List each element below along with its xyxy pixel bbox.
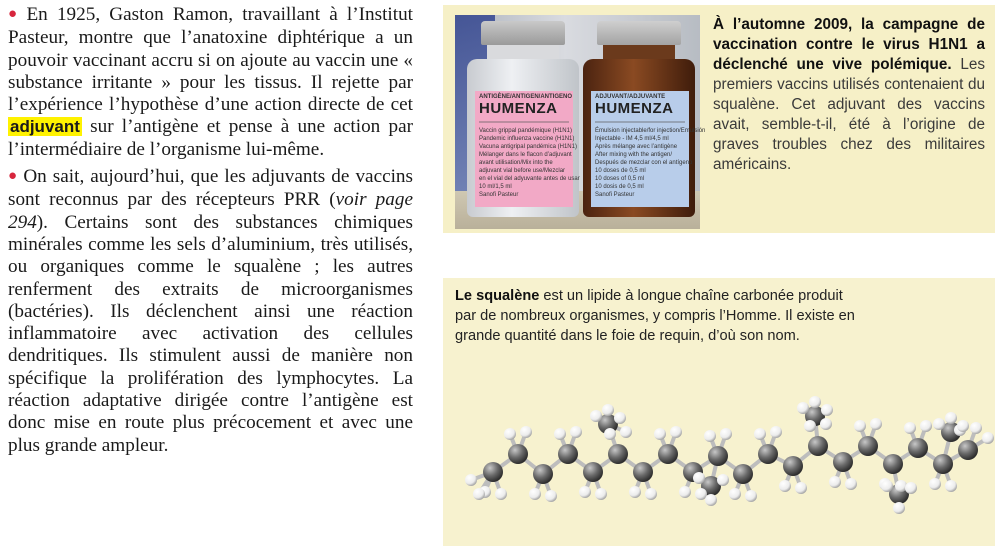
carbon-atom [783, 456, 803, 476]
paragraph-adjuvants-text: On sait, aujourd’hui, que les adjuvants de vaccins sont reconnus par des récepteurs PRR ( [8, 166, 413, 211]
vial-brand: HUMENZA [595, 100, 674, 117]
carbon-atom [833, 452, 853, 472]
hydrogen-atom [654, 428, 666, 440]
hydrogen-atom [520, 426, 532, 438]
hydrogen-atom [717, 474, 729, 486]
hydrogen-atom [809, 396, 821, 408]
hydrogen-atom [829, 476, 841, 488]
hydrogen-atom [904, 422, 916, 434]
hydrogen-atom [693, 472, 705, 484]
vial-label-line: 10 ml/1,5 ml [479, 184, 512, 190]
hydrogen-atom [845, 478, 857, 490]
h1n1-panel [443, 5, 995, 233]
bullet-icon: ● [8, 6, 22, 22]
squalene-caption [455, 286, 865, 346]
hydrogen-atom [670, 426, 682, 438]
carbon-atom [958, 440, 978, 460]
hydrogen-atom [929, 478, 941, 490]
vial-label-line: Mélanger dans le flacon d’adjuvant [479, 152, 572, 158]
vial-label-line: avant utilisation/Mix into the [479, 160, 553, 166]
page-reference-link[interactable]: voir page 294 [8, 189, 413, 233]
hydrogen-atom [820, 418, 832, 430]
hydrogen-atom [695, 488, 707, 500]
squalene-caption-lead: Le squalène [455, 288, 540, 304]
h1n1-caption-lead: À l’automne 2009, la campagne de vaccination contre le virus H1N1 a déclenché une vive polémique. [713, 16, 985, 73]
paragraph-ramon-text-end: sur l’antigène et pense à une action par l’intermédiaire de l’organisme lui-même. [8, 116, 413, 160]
hydrogen-atom [705, 494, 717, 506]
vial-label-line: Sanofi Pasteur [595, 192, 635, 198]
paragraph-ramon [8, 4, 413, 161]
carbon-atom [658, 444, 678, 464]
hydrogen-atom [797, 402, 809, 414]
hydrogen-atom [620, 426, 632, 438]
hydrogen-atom [614, 412, 626, 424]
paragraph-adjuvants [8, 166, 413, 457]
hydrogen-atom [579, 486, 591, 498]
antigen-label [475, 91, 580, 207]
carbon-atom [533, 464, 553, 484]
carbon-atom [633, 462, 653, 482]
hydrogen-atom [945, 480, 957, 492]
squalene-caption-body: est un lipide à longue chaîne carbonée produit par de nombreux organismes, y compris l’Homme. Il existe en grande quantité dans le foie de requin, d’où son nom. [455, 288, 855, 344]
hydrogen-atom [602, 404, 614, 416]
carbon-atom [483, 462, 503, 482]
hydrogen-atom [704, 430, 716, 442]
vial-label-line: Después de mezclar con el antígeno [595, 160, 693, 166]
antigen-vial [467, 21, 579, 221]
vial-label-header: ADJUVANT/ADJUVANTE [595, 94, 666, 100]
vial-label-line: 10 doses de 0,5 ml [595, 168, 646, 174]
hydrogen-atom [570, 426, 582, 438]
hydrogen-atom [945, 412, 957, 424]
vial-label-line: Sanofi Pasteur [479, 192, 519, 198]
hydrogen-atom [854, 420, 866, 432]
hydrogen-atom [604, 428, 616, 440]
hydrogen-atom [920, 420, 932, 432]
carbon-atom [883, 454, 903, 474]
hydrogen-atom [745, 490, 757, 502]
paragraph-adjuvants-text-end: ). Certains sont des substances chimiques minérales comme les sels d’aluminium, très utilisés, ou organiques comme le squalène ; les autres renferment des extraits de microorganismes (bactéries). Ils déclenchent ainsi une réaction inflammatoire avec activation des cellules dendritiques. Ils stimulent aussi de manière non spécifique la prolifération des lymphocytes. La réaction adaptative dirigée contre l’antigène est donc mise en route plus précocement et avec une plus grande ampleur. [8, 211, 413, 456]
hydrogen-atom [629, 486, 641, 498]
vial-label-line: en el vial del adyuvante antes de usar [479, 176, 580, 182]
carbon-atom [708, 446, 728, 466]
carbon-atom [733, 464, 753, 484]
vial-label-line: Vaccin grippal pandémique (H1N1) [479, 128, 572, 134]
carbon-atom [583, 462, 603, 482]
hydrogen-atom [957, 420, 969, 432]
vial-label-line: Pandemic influenza vaccine (H1N1) [479, 136, 575, 142]
hydrogen-atom [495, 488, 507, 500]
hydrogen-atom [720, 428, 732, 440]
vial-label-header: ANTIGÈNE/ANTIGEN/ANTIGENO [479, 94, 573, 100]
hydrogen-atom [893, 502, 905, 514]
label-divider [479, 121, 569, 123]
squalene-molecule-model [443, 362, 995, 546]
vial-label-line: Après mélange avec l’antigène [595, 144, 678, 150]
hydrogen-atom [645, 488, 657, 500]
vial-brand: HUMENZA [479, 100, 558, 117]
vial-label-line: After mixing with the antigen/ [595, 152, 673, 158]
highlighted-term[interactable]: adjuvant [10, 117, 80, 137]
h1n1-caption [713, 15, 985, 175]
hydrogen-atom [679, 486, 691, 498]
hydrogen-atom [504, 428, 516, 440]
vial-label-line: Injectable - IM 4,5 ml/4,5 ml [595, 136, 669, 142]
hydrogen-atom [590, 410, 602, 422]
vial-label-line: 10 doses of 0,5 ml [595, 176, 645, 182]
hydrogen-atom [595, 488, 607, 500]
carbon-atom [933, 454, 953, 474]
hydrogen-atom [982, 432, 994, 444]
vial-cap [481, 21, 565, 45]
hydrogen-atom [933, 418, 945, 430]
adjuvant-label [591, 91, 706, 207]
paragraph-ramon-text: En 1925, Gaston Ramon, travaillant à l’Institut Pasteur, montre que l’anatoxine diphtérique a un pouvoir vaccinant accru si on ajoute au vaccin une « substance irritante » pour les tissus. Il rejette par l’expérience l’hypothèse d’une action directe de cet [8, 4, 414, 116]
vial-label-line: Émulsion injectable/for injection/Emulsión [595, 128, 706, 134]
hydrogen-atom [473, 488, 485, 500]
carbon-atom [558, 444, 578, 464]
adjuvant-vial [583, 21, 706, 221]
hydrogen-atom [895, 480, 907, 492]
hydrogen-atom [804, 420, 816, 432]
hydrogen-atom [881, 480, 893, 492]
hydrogen-atom [545, 490, 557, 502]
squalene-panel [443, 278, 995, 546]
main-text-column [8, 4, 413, 457]
hydrogen-atom [870, 418, 882, 430]
carbon-atom [858, 436, 878, 456]
bullet-icon: ● [8, 168, 19, 185]
hydrogen-atom [554, 428, 566, 440]
label-divider [595, 121, 685, 123]
hydrogen-atom [970, 422, 982, 434]
hydrogen-atom [779, 480, 791, 492]
hydrogen-atom [821, 404, 833, 416]
carbon-atom [808, 436, 828, 456]
hydrogen-atom [905, 482, 917, 494]
hydrogen-atom [754, 428, 766, 440]
carbon-atom [758, 444, 778, 464]
hydrogen-atom [529, 488, 541, 500]
vial-label-line: 10 dosis de 0,5 ml [595, 184, 644, 190]
vial-label-line: adjuvant vial before use/Mezclar [479, 168, 566, 174]
hydrogen-atom [795, 482, 807, 494]
vial-cap [597, 21, 681, 45]
vial-label-line: Vacuna antigripal pandémica (H1N1) [479, 144, 577, 150]
carbon-atom [508, 444, 528, 464]
carbon-atom [608, 444, 628, 464]
hydrogen-atom [465, 474, 477, 486]
carbon-atom [908, 438, 928, 458]
vaccine-vials-photo [455, 15, 706, 229]
hydrogen-atom [770, 426, 782, 438]
h1n1-caption-body: Les premiers vaccins utilisés contenaient du squalène. Cet adjuvant des vaccins avait, semble-t-il, été à l’origine de graves troubles chez des militaires américains. [713, 56, 986, 173]
hydrogen-atom [729, 488, 741, 500]
